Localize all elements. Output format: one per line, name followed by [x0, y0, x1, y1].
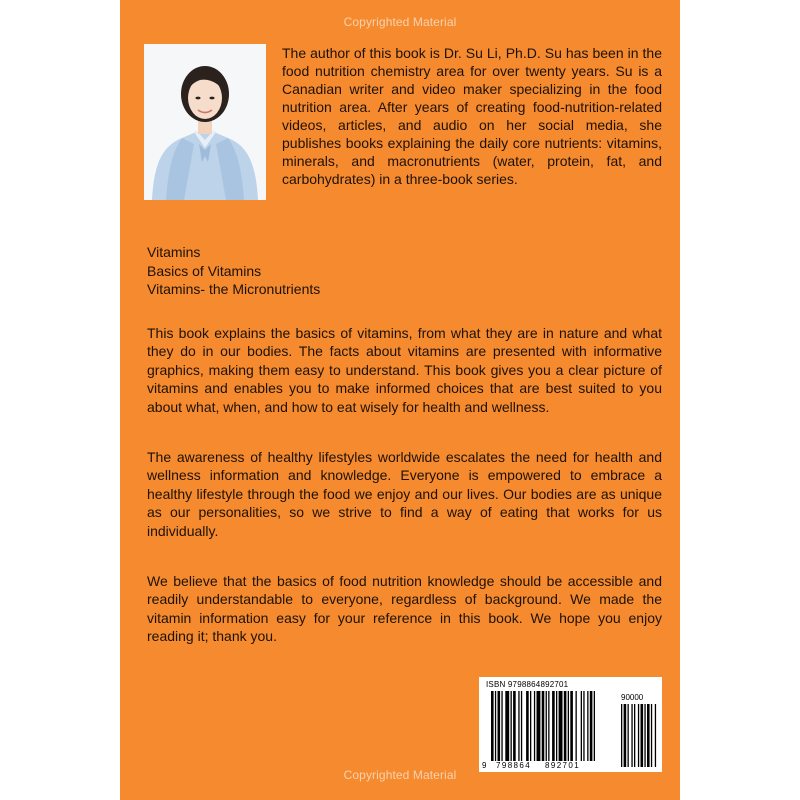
barcode-bar — [559, 691, 563, 761]
barcode-bar — [581, 691, 582, 761]
barcode-addon-bar — [647, 704, 650, 767]
barcode-addon-bar — [634, 704, 635, 767]
watermark-bottom: Copyrighted Material — [343, 768, 457, 782]
isbn-label: ISBN 9798864892701 — [486, 680, 569, 689]
barcode-bar — [501, 691, 502, 761]
author-photo — [144, 44, 266, 200]
barcode-bar — [568, 691, 569, 761]
barcode-bar — [546, 691, 547, 761]
barcode-bar — [521, 691, 522, 761]
series-item: Vitamins- the Micronutrients — [147, 281, 321, 297]
barcode-bar — [498, 691, 501, 761]
barcode-bar — [583, 691, 584, 761]
barcode-bar — [513, 691, 516, 761]
barcode-bar — [587, 691, 588, 761]
description-paragraph: This book explains the basics of vitamins, from what they are in nature and what they do in our bodies. The facts about vitamins are presented with informative graphics, making them easy to understand. This book gives you a clear picture of vitamins and enables you to make informed choices that are best suited to you about what, when, and how to eat wisely for health and wellness. — [147, 325, 662, 415]
barcode-bar — [491, 691, 494, 761]
barcode-bar — [542, 691, 545, 761]
barcode-addon-bar — [638, 704, 639, 767]
barcode-addon-bar — [621, 704, 622, 767]
barcode-bar — [556, 691, 557, 761]
barcode-bar — [495, 691, 496, 761]
barcode-bar — [564, 691, 567, 761]
barcode-first-digit: 9 — [482, 761, 487, 770]
watermark-top: Copyrighted Material — [343, 15, 457, 29]
barcode-bar — [537, 691, 541, 761]
barcode-bar — [530, 691, 531, 761]
author-portrait-icon — [144, 44, 266, 200]
barcode-bar — [534, 691, 535, 761]
barcode-right-digits: 892701 — [545, 761, 581, 770]
description-paragraph: We believe that the basics of food nutrition knowledge should be accessible and readily understandable to everyone, regardless of background. We made the vitamin information easy for your reference in this book. We hope you enjoy reading it; thank you. — [147, 573, 662, 645]
barcode-addon-bar — [641, 704, 644, 767]
barcode-bar — [511, 691, 512, 761]
barcode-addon-bar — [651, 704, 652, 767]
barcode-bar — [570, 691, 573, 761]
barcode-bar — [526, 691, 529, 761]
barcode-left-digits: 798864 — [496, 761, 532, 770]
barcode-bar — [505, 691, 509, 761]
book-back-cover — [120, 0, 680, 800]
barcode-addon-bar — [624, 704, 627, 767]
price-code: 90000 — [621, 693, 644, 702]
author-bio: The author of this book is Dr. Su Li, Ph.D. Su has been in the food nutrition chemistry area for over twenty years. Su is a Canadian writer and video maker specializing in the food nutrition area. After years of creating food-nutrition-related videos, articles, and audio on her social media, she publishes books explaining the daily core nutrients: vitamins, minerals, and macronutrients (water, protein, fat, and carbohydrates) in a three-book series. — [282, 45, 662, 187]
series-item: Basics of Vitamins — [147, 262, 262, 279]
isbn-barcode-box — [479, 677, 662, 772]
barcode-bar — [548, 691, 549, 761]
book-series-list — [147, 243, 320, 299]
barcode-addon-bar — [631, 704, 632, 767]
barcode-addon-bar — [644, 704, 645, 767]
series-item: Vitamins — [147, 244, 201, 260]
barcode-addon-bar — [628, 704, 629, 767]
barcode-icon — [479, 677, 662, 772]
description-paragraph: The awareness of healthy lifestyles worldwide escalates the need for health and wellness information and knowledge. Everyone is empowered to embrace a healthy lifestyle through the food we enjoy and our lives. Our bodies are as unique as our personalities, so we strive to find a way of eating that works for us individually. — [147, 449, 662, 539]
barcode-bar — [552, 691, 555, 761]
barcode-addon-bar — [655, 704, 656, 767]
barcode-bar — [590, 691, 593, 761]
barcode-bar — [594, 691, 595, 761]
barcode-bar — [518, 691, 519, 761]
barcode-bar — [576, 691, 577, 761]
